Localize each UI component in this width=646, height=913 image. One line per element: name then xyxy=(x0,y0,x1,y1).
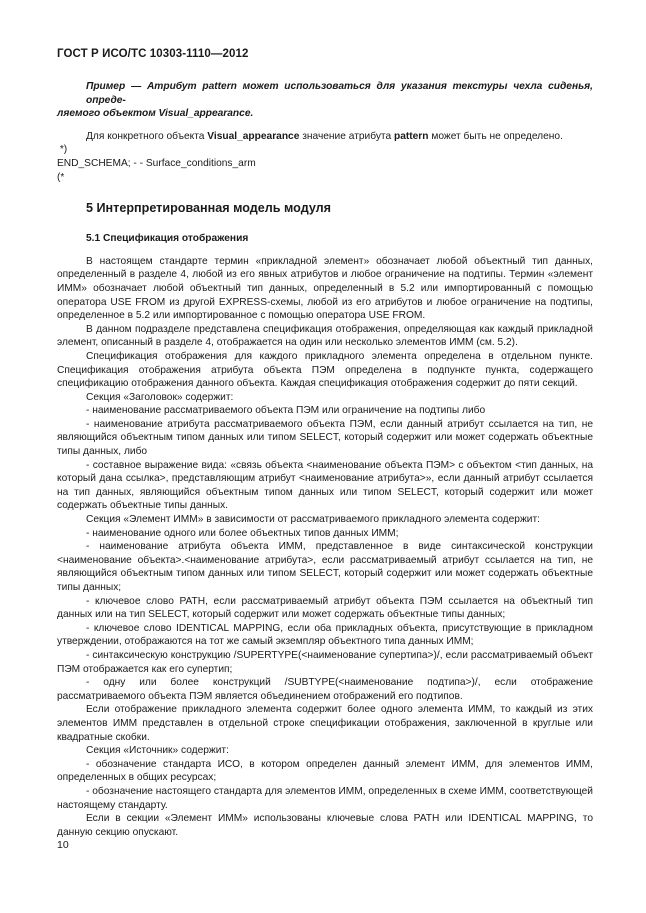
standard-header: ГОСТ Р ИСО/ТС 10303-1110—2012 xyxy=(57,48,249,60)
paragraph: В настоящем стандарте термин «прикладной элемент» обозначает любой объектный тип данных, определенный в разделе 4, любой из его явных атрибутов и любое ограничение на подтипы. Термин «элемент ИММ» обозначает любой объектный тип данных, определенный в 5.2 или импортированный с помощью оператора USE FROM из другой EXPRESS-схемы, любой из его атрибутов и любое ограничение на подтипы, определенное в 5.2 или импортированное с помощью оператора USE FROM. xyxy=(57,255,593,322)
paragraph: Секция «Заголовок» содержит: xyxy=(86,391,234,403)
list-item: - наименование атрибута объекта ИММ, представленное в виде синтаксической конструкции <наименование объекта>.<наименование атрибута>, если рассматриваемый атрибут ссылается на тип, не являющийся объектным типом данных или типом SELECT, который содержит или может содержать объектные типы данных; xyxy=(57,541,593,593)
list-item: - наименование одного или более объектных типов данных ИММ; xyxy=(86,527,399,539)
section-5-1-heading: 5.1 Спецификация отображения xyxy=(86,233,249,245)
list-item: - ключевое слово IDENTICAL MAPPING, если оба прикладных объекта, присутствующие в прикладном утверждении, отображаются на тот же самый экземпляр объектного типа данных ИММ; xyxy=(57,622,593,648)
paragraph: Спецификация отображения для каждого прикладного элемента определена в отдельном пункте. Спецификация отображения атрибута объекта ПЭМ определена в подпункте пункта, содержащего спецификацию отображения данного объекта. Каждая спецификация отображения содержит до пяти секций. xyxy=(57,350,593,390)
list-item: - обозначение настоящего стандарта для элементов ИММ, определенных в схеме ИММ, соответствующей настоящему стандарту. xyxy=(57,785,593,811)
paragraph: Секция «Источник» содержит: xyxy=(86,745,229,757)
section-5-heading: 5 Интерпретированная модель модуля xyxy=(86,201,332,216)
page-body xyxy=(57,80,593,839)
paragraph: Если в секции «Элемент ИММ» использованы ключевые слова PATH или IDENTICAL MAPPING, то данную секцию опускают. xyxy=(57,813,593,838)
code-line: END_SCHEMA; - - Surface_conditions_arm xyxy=(57,157,256,169)
attribute-name: pattern xyxy=(393,130,429,142)
example-note-continuation xyxy=(57,107,593,121)
paragraph: В данном подразделе представлена спецификация отображения, определяющая как каждый прикладной элемент, описанный в разделе 4, отображается на один или несколько элементов ИММ (см. 5.2). xyxy=(57,323,593,349)
list-item: - наименование рассматриваемого объекта ПЭМ или ограничение на подтипы либо xyxy=(86,405,486,417)
code-line: (* xyxy=(57,171,65,183)
text-run: значение атрибута xyxy=(299,130,394,142)
list-item: - ключевое слово PATH, если рассматриваемый атрибут объекта ПЭМ ссылается на объектный тип данных или на тип SELECT, который содержит или может содержать объектные типы данных; xyxy=(57,595,593,621)
code-line: *) xyxy=(57,144,68,156)
list-item: - обозначение стандарта ИСО, в котором определен данный элемент ИММ, для элементов ИММ, определенных в общих ресурсах; xyxy=(57,758,593,784)
list-item: - составное выражение вида: «связь объекта <наименование объекта ПЭМ> с объектом <тип данных, на который дана ссылка>, представляющим атрибут <наименование атрибута>», если данный атрибут ссылается на тип данных, являющийся объектным типом данных или типом SELECT, который содержит или может содержать объектные типы данных. xyxy=(57,459,593,512)
example-note xyxy=(57,80,593,107)
list-item: - одну или более конструкций /SUBTYPE(<наименование подтипа>)/, если отображение рассматриваемого объекта ПЭМ является объединением отображений его подтипов. xyxy=(57,677,593,702)
list-item: - синтаксическую конструкцию /SUPERTYPE(<наименование супертипа>)/, если рассматриваемый объект ПЭМ отображается как его супертип; xyxy=(57,649,593,675)
paragraph: Секция «Элемент ИММ» в зависимости от рассматриваемого прикладного элемента содержит: xyxy=(86,514,540,526)
text-run: может быть не определено. xyxy=(428,130,563,142)
page-number: 10 xyxy=(57,839,69,851)
entity-name: Visual_appearance xyxy=(207,130,300,142)
paragraph: Если отображение прикладного элемента содержит более одного элемента ИММ, то каждый из этих элементов ИММ представлен в отдельной строке спецификации отображения, заключенной в круглые или квадратные скобки. xyxy=(57,704,593,743)
attribute-pattern-paragraph xyxy=(57,130,593,144)
example-line-2: ляемого объектом Visual_appearance. xyxy=(57,108,254,120)
example-line-1: Пример — Атрибут pattern может использоваться для указания текстуры чехла сиденья, опреде- xyxy=(86,81,593,106)
text-run: Для конкретного объекта xyxy=(86,130,208,142)
list-item: - наименование атрибута рассматриваемого объекта ПЭМ, если данный атрибут ссылается на тип, не являющийся объектным типом данных или типом SELECT, который содержит или может содержать объектные типы данных, либо xyxy=(57,418,593,458)
